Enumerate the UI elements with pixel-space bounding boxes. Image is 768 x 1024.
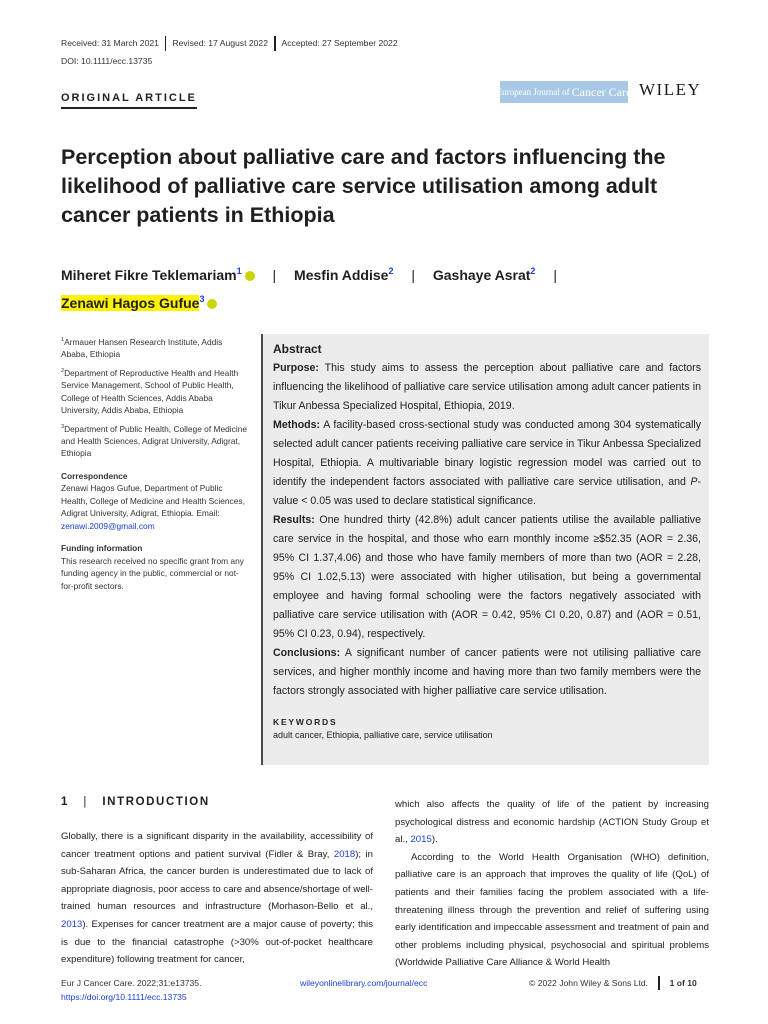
abstract-panel (261, 334, 709, 765)
author-name[interactable]: Gashaye Asrat (432, 267, 531, 283)
received-date: Received: 31 March 2021 (61, 38, 159, 48)
journal-logo: European Journal of Cancer Care (500, 81, 628, 103)
author-name[interactable]: Miheret Fikre Teklemariam (61, 267, 237, 283)
author-list (61, 259, 621, 315)
author-separator: | (272, 267, 277, 283)
footer-citation: Eur J Cancer Care. 2022;31:e13735. https://doi.org/10.1111/ecc.13735 (61, 978, 202, 1002)
author-affil-sup: 2 (530, 266, 536, 276)
revised-date: Revised: 17 August 2022 (172, 38, 268, 48)
publication-dates (61, 38, 404, 51)
citation-link[interactable]: 2013 (61, 918, 83, 930)
section-heading: 1 | INTRODUCTION (61, 796, 210, 808)
body-column-right (395, 796, 709, 972)
publisher-logo: WILEY (639, 80, 702, 99)
abstract-purpose: Purpose: This study aims to assess the perception about palliative care and factors influencing the likelihood of palliative care service utilisation among adult cancer patients in Tikur Anbessa Specialized Hospital, Ethiopia, 2019. (273, 362, 701, 412)
funding-text: This research received no specific grant from any funding agency in the public, commercial or not-for-profit sectors. (61, 555, 244, 591)
doi-link[interactable]: https://doi.org/10.1111/ecc.13735 (61, 992, 187, 1002)
body-paragraph: which also affects the quality of life of the patient by increasing psychological distress and economic hardship (ACTION Study Group et al., 2015). (395, 799, 709, 846)
author-separator: | (411, 267, 415, 283)
affiliation: $^2$Department of Reproductive Health and Health Service Management, School of Public Health, College of Health Sciences, Addis Ababa University, Addis Ababa, Ethiopia (61, 367, 239, 416)
citation-link[interactable]: 2015 (410, 834, 432, 846)
footer-right (529, 976, 697, 990)
author-affil-sup: 3 (199, 294, 205, 304)
correspondence-heading: Correspondence (61, 470, 128, 481)
body-paragraph: According to the World Health Organisation (WHO) definition, palliative care is an approach that improves the quality of life (QoL) of patients and their families facing the problem associated with a life-threatening illness through the prevention and relief of suffering using early identification and impeccable assessment and treatment of pain and other problems including physical, psychosocial and spiritual problems (Worldwide Palliative Care Alliance & World Health (395, 851, 709, 969)
affiliations-sidebar (61, 334, 248, 596)
body-paragraph: Globally, there is a significant disparity in the availability, accessibility of cancer treatment options and patient survival (Fidler & Bray, 2018); in sub-Saharan Africa, the cancer burden is underestimated due to lack of appropriate diagnosis, poor access to care and absence/shortage of well-trained human resources and infrastructure (Morhason-Bello et al., 2013). Expenses for cancer treatment are a major cause of poverty; this is due to the financial catastrophe (>30% out-of-pocket healthcare expenditure) following treatment for cancer, (61, 831, 373, 966)
article-type: ORIGINAL ARTICLE (61, 92, 197, 109)
abstract-methods: Methods: A facility-based cross-sectional study was conducted among 304 systematically selected adult cancer patients receiving palliative care service in Tikur Anbessa Specialized Hospital, Ethiopia. A multivariable binary logistic regression model was carried out to identify the independent factors associated with palliative care service utilisation, and P-value < 0.05 was used to declare statistical significance. (273, 419, 701, 507)
author-name-corresponding[interactable]: Zenawi Hagos Gufue (61, 295, 200, 311)
author-affil-sup: 2 (388, 266, 394, 276)
email-link[interactable]: zenawi.2009@gmail.com (61, 520, 155, 531)
orcid-icon[interactable] (207, 299, 217, 309)
author-separator: | (553, 267, 557, 283)
affiliation: $^3$Department of Public Health, College of Medicine and Health Sciences, Adigrat University, Adigrat, Ethiopia (61, 423, 248, 459)
abstract-heading: Abstract (273, 342, 322, 356)
funding-heading: Funding information (61, 543, 143, 554)
footer-site-link[interactable]: wileyonlinelibrary.com/journal/ecc (300, 978, 428, 988)
copyright: © 2022 John Wiley & Sons Ltd. (529, 978, 649, 988)
author-affil-sup: 1 (236, 266, 242, 276)
affiliation: $^1$Armauer Hansen Research Institute, Addis Ababa, Ethiopia (61, 336, 223, 360)
keywords-heading: KEYWORDS (273, 717, 338, 727)
citation-link[interactable]: 2018 (333, 848, 356, 860)
accepted-date: Accepted: 27 September 2022 (281, 38, 398, 48)
correspondence-text: Zenawi Hagos Gufue, Department of Public Health, College of Medicine and Health Sciences, Adigrat University, Adigrat, Ethiopia. Email: zenawi.2009@gmail.com (61, 483, 245, 531)
author-name[interactable]: Mesfin Addise (294, 267, 389, 283)
abstract-conclusions: Conclusions: A significant number of cancer patients were not utilising palliative care services, and higher monthly income and having more than two family members were the factors strongly associated with higher palliative care service utilisation. (273, 647, 701, 697)
keywords: adult cancer, Ethiopia, palliative care, service utilisation (273, 730, 493, 740)
abstract-results: Results: One hundred thirty (42.8%) adult cancer patients utilise the available palliative care service in the hospital, and those who earn monthly income ≥$52.35 (AOR = 2.36, 95% CI 1.37,4.06) and those who have family members of more than two (AOR = 2.28, 95% CI 1.02,5.13) were associated with higher utilisation, but being a governmental employee and having formal schooling were the factors negatively associated with palliative care service utilisation with (AOR = 0.42, 95% CI 0.20, 0.87) and (AOR = 0.51, 95% CI 0.23, 0.94), respectively. (273, 514, 701, 640)
orcid-icon[interactable] (245, 271, 255, 281)
page-number: 1 of 10 (669, 978, 697, 988)
body-column-left (61, 828, 373, 969)
doi: DOI: 10.1111/ecc.13735 (61, 56, 153, 66)
divider (658, 976, 660, 990)
paper-title: Perception about palliative care and factors influencing the likelihood of palliative care service utilisation among adult cancer patients in Ethiopia (61, 145, 666, 227)
